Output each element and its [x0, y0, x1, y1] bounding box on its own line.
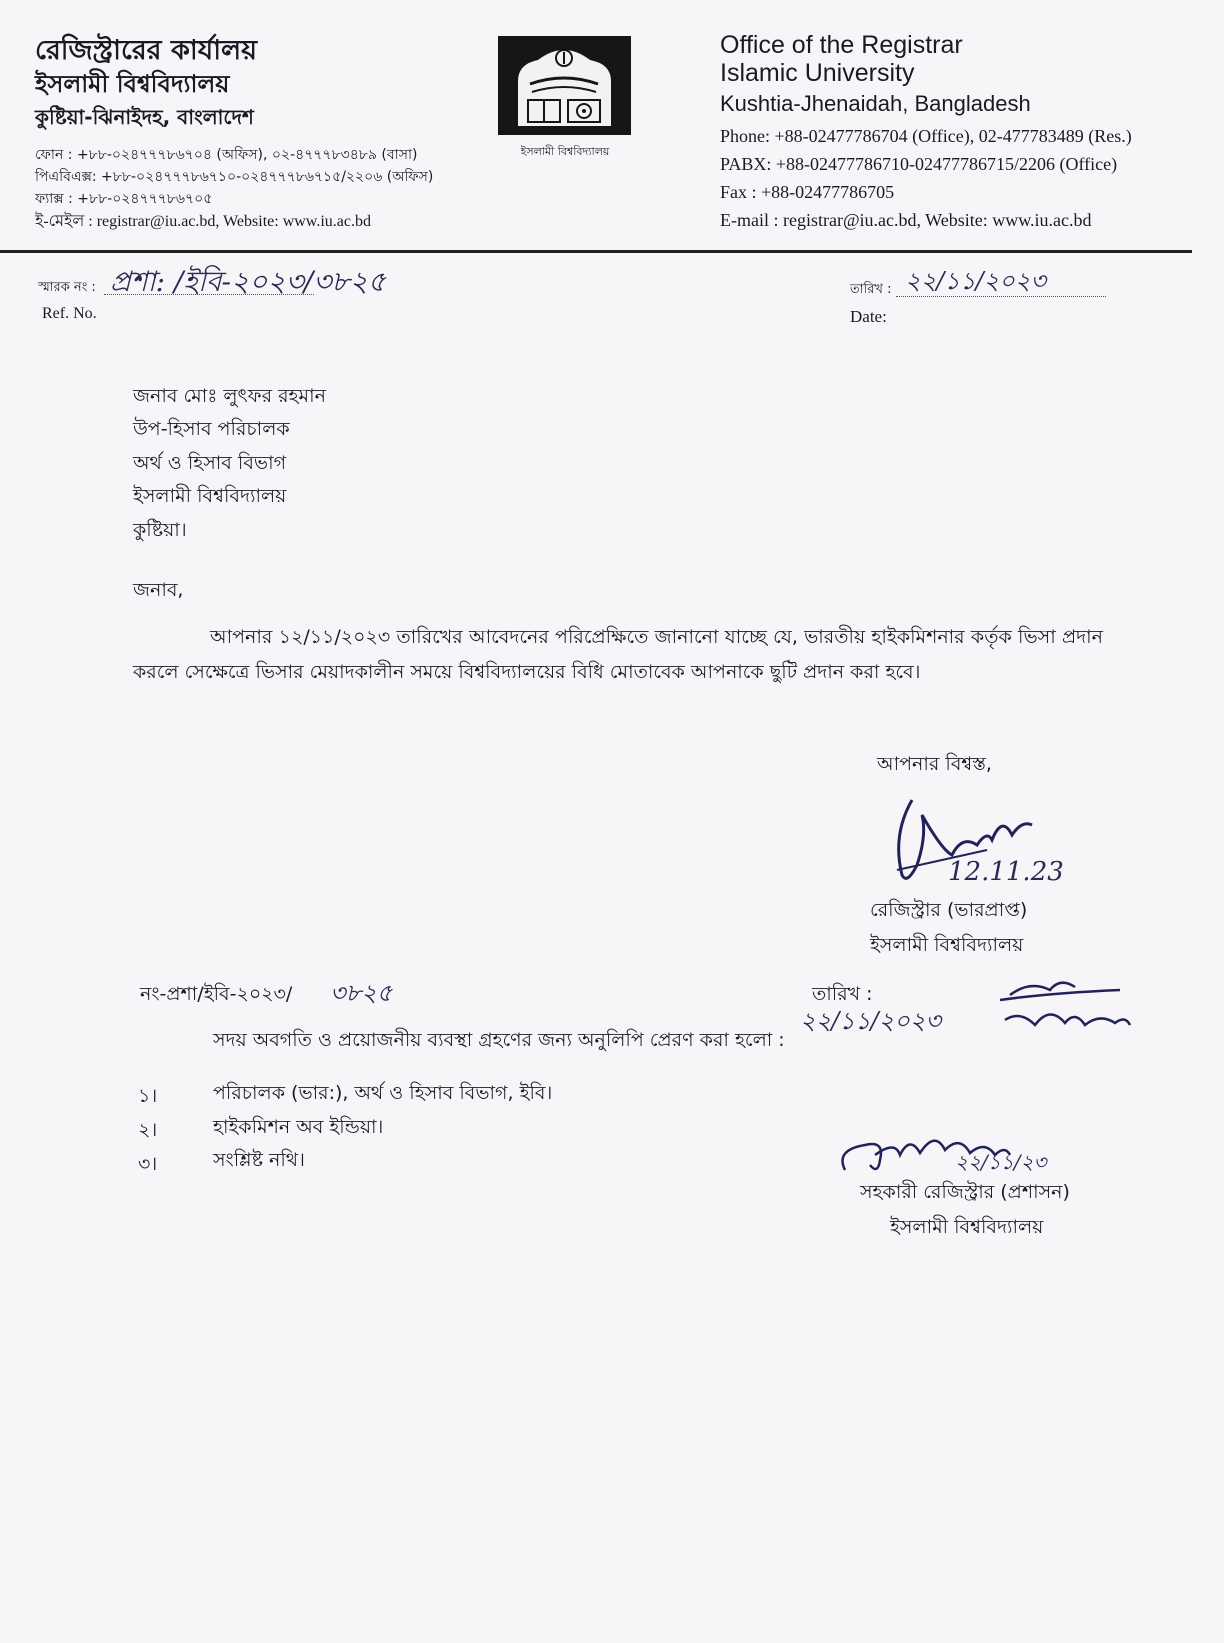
- phone-en: Phone: +88-02477786704 (Office), 02-477783489 (Res.): [720, 126, 1132, 146]
- date-handwritten: ২২/১১/২০২৩: [905, 267, 1046, 295]
- addressee-line: জনাব মোঃ লুৎফর রহমান: [133, 385, 326, 407]
- memo-text: সদয় অবগতি ও প্রয়োজনীয় ব্যবস্থা গ্রহণের জন্য অনুলিপি প্রেরণ করা হলো :: [213, 1029, 785, 1051]
- assistant-registrar-title: সহকারী রেজিস্ট্রার (প্রশাসন): [860, 1181, 1070, 1203]
- location-bn: কুষ্টিয়া-ঝিনাইদহ, বাংলাদেশ: [35, 105, 254, 129]
- ref-label-en: Ref. No.: [42, 305, 97, 322]
- university-seal-icon: [498, 36, 631, 135]
- copy-number: ১।: [138, 1085, 158, 1107]
- office-title-bn: রেজিস্ট্রারের কার্যালয়: [35, 35, 258, 66]
- fax-bn: ফ্যাক্স : +৮৮-০২৪৭৭৭৮৬৭০৫: [35, 191, 213, 207]
- fax-en: Fax : +88-02477786705: [720, 182, 895, 202]
- copy-recipient: হাইকমিশন অব ইন্ডিয়া।: [213, 1116, 384, 1138]
- registrar-university: ইসলামী বিশ্ববিদ্যালয়: [870, 934, 1024, 956]
- registrar-sign-date: 12.11.23: [948, 857, 1064, 887]
- memo-date-handwritten: ২২/১১/২০২৩: [800, 1007, 941, 1035]
- location-en: Kushtia-Jhenaidah, Bangladesh: [720, 91, 1031, 116]
- pabx-en: PABX: +88-02477786710-02477786715/2206 (Office): [720, 154, 1118, 174]
- header-divider: [0, 250, 1192, 253]
- addressee-line: উপ-হিসাব পরিচালক: [133, 418, 290, 440]
- email-bn: ই-মেইল : registrar@iu.ac.bd, Website: www.iu.ac.bd: [35, 213, 371, 230]
- university-name-bn: ইসলামী বিশ্ববিদ্যালয়: [35, 70, 230, 98]
- seal-caption: ইসলামী বিশ্ববিদ্যালয়: [520, 145, 610, 158]
- pabx-bn: পিএবিএক্স: +৮৮-০২৪৭৭৭৮৬৭১০-০২৪৭৭৭৮৬৭১৫/২২০৬ (অফিস): [35, 169, 434, 185]
- copy-recipient: পরিচালক (ভার:), অর্থ ও হিসাব বিভাগ, ইবি।: [213, 1082, 553, 1104]
- letter-body: আপনার ১২/১১/২০২৩ তারিখের আবেদনের পরিপ্রেক্ষিতে জানানো যাচ্ছে যে, ভারতীয় হাইকমিশনার কর্তৃক ভিসা প্রদান করলে সেক্ষেত্রে ভিসার মেয়াদকালীন সময়ে বিশ্ববিদ্যালয়ের বিধি মোতাবেক আপনাকে ছুটি প্রদান করা হবে।: [133, 626, 1103, 683]
- copy-number: ৩।: [138, 1153, 158, 1175]
- university-name-en: Islamic University: [720, 59, 915, 87]
- handwritten-initials: [990, 975, 1135, 1040]
- assistant-registrar-university: ইসলামী বিশ্ববিদ্যালয়: [890, 1216, 1044, 1238]
- copy-recipient: সংশ্লিষ্ট নথি।: [213, 1149, 305, 1171]
- addressee-line: কুষ্টিয়া।: [133, 519, 187, 541]
- memo-date-label: তারিখ :: [812, 983, 873, 1005]
- addressee-line: অর্থ ও হিসাব বিভাগ: [133, 452, 287, 474]
- ref-label-bn: স্মারক নং :: [38, 280, 96, 295]
- email-en: E-mail : registrar@iu.ac.bd, Website: www.iu.ac.bd: [720, 210, 1092, 230]
- registrar-title: রেজিস্ট্রার (ভারপ্রাপ্ত): [870, 899, 1028, 921]
- date-label-bn: তারিখ :: [850, 282, 892, 297]
- ref-number-handwritten: প্রশা: /ইবি-২০২৩/৩৮২৫: [110, 265, 386, 298]
- salutation: জনাব,: [133, 579, 184, 601]
- office-title-en: Office of the Registrar: [720, 31, 963, 59]
- date-label-en: Date:: [850, 307, 887, 326]
- assistant-sign-date: ২২/১১/২৩: [955, 1150, 1047, 1174]
- phone-bn: ফোন : +৮৮-০২৪৭৭৭৮৬৭০৪ (অফিস), ০২-৪৭৭৭৮৩৪৮৯ (বাসা): [35, 147, 418, 163]
- memo-number-handwritten: ৩৮২৫: [330, 979, 393, 1007]
- closing: আপনার বিশ্বস্ত,: [877, 753, 992, 775]
- copy-number: ২।: [138, 1119, 158, 1141]
- memo-number-label: নং-প্রশা/ইবি-২০২৩/: [140, 983, 293, 1005]
- addressee-line: ইসলামী বিশ্ববিদ্যালয়: [133, 485, 287, 507]
